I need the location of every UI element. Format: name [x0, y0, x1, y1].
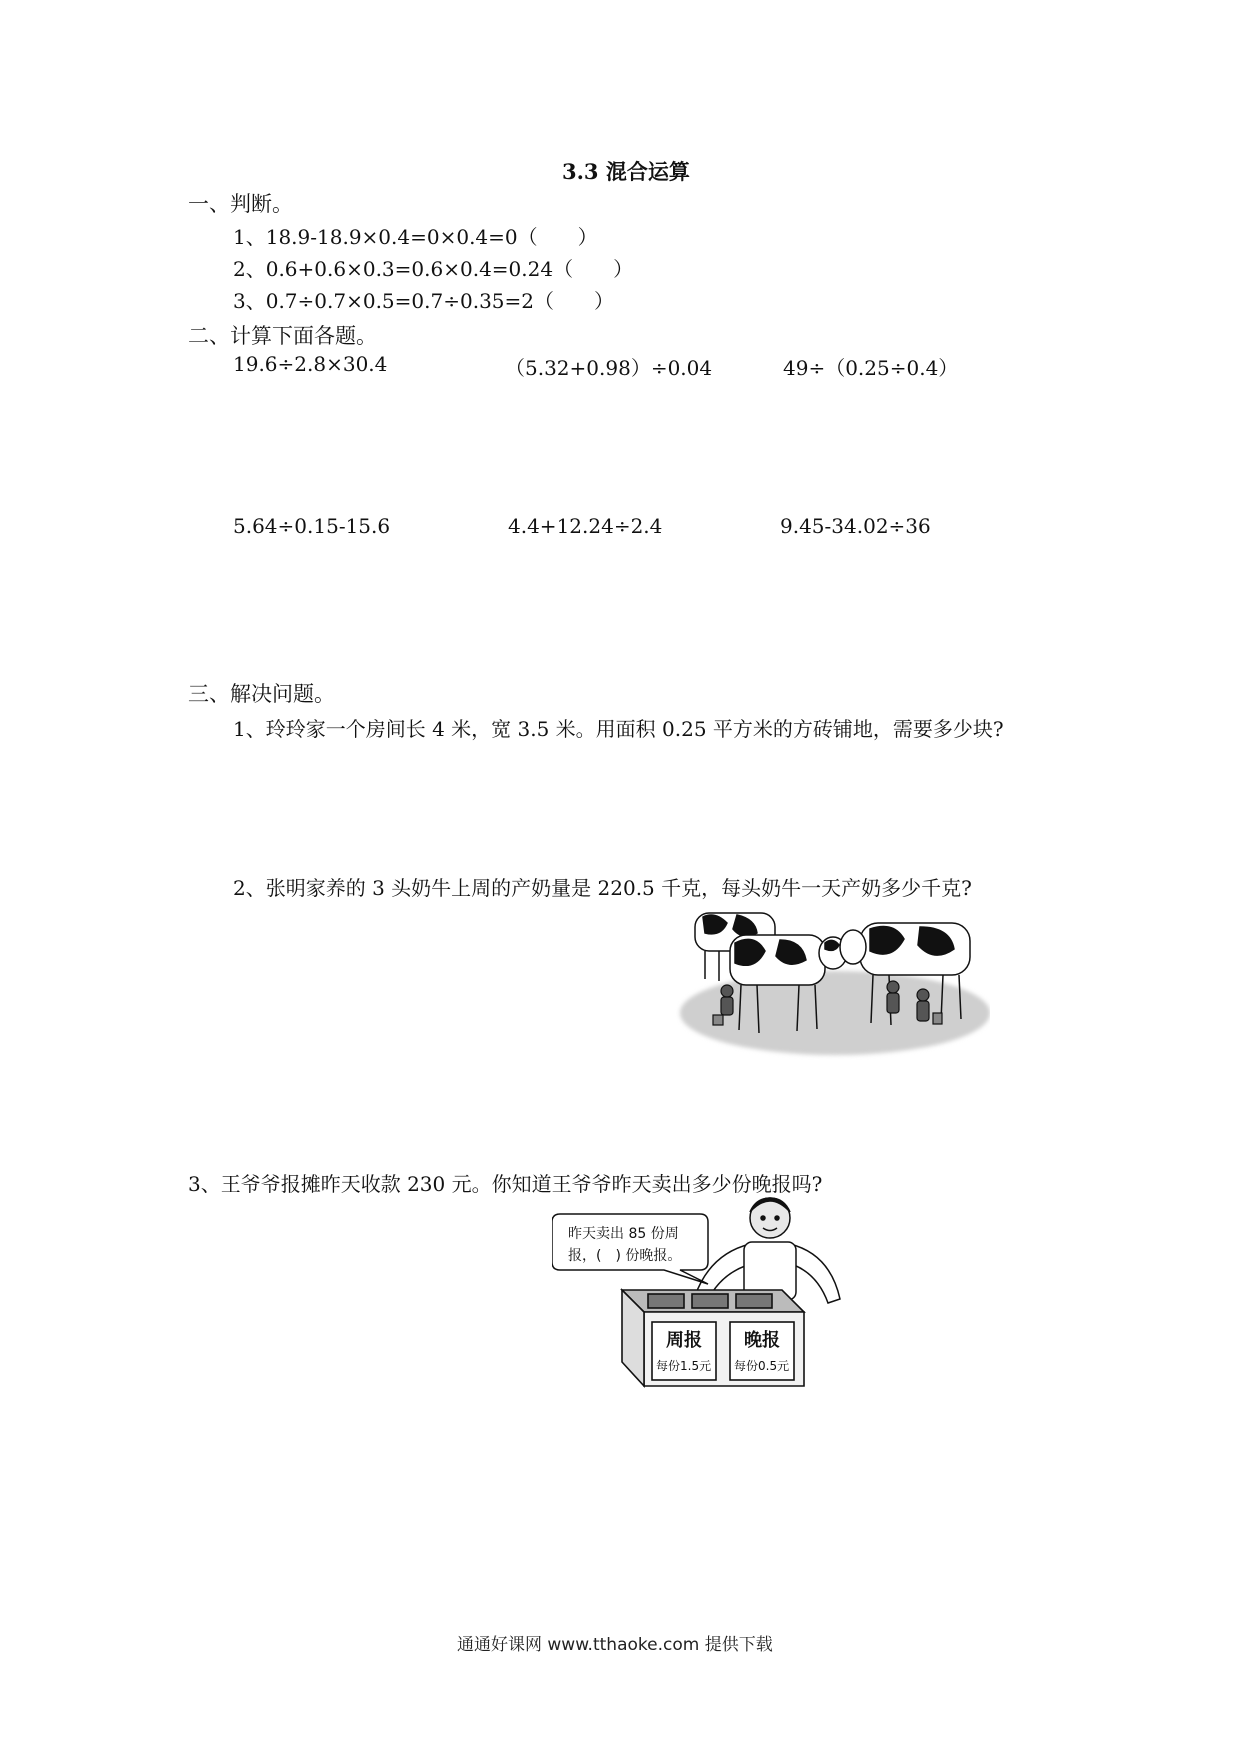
bubble-text-line1: 昨天卖出 85 份周 [568, 1226, 679, 1242]
calc-expr-1: 19.6÷2.8×30.4 [233, 352, 388, 376]
page-title: 3.3 混合运算 [562, 159, 690, 184]
sign-evening: 晚报 [744, 1330, 780, 1351]
section-problems-heading: 三、解决问题。 [188, 682, 335, 706]
price-weekly: 每份1.5元 [656, 1359, 712, 1373]
calc-expr-6: 9.45-34.02÷36 [780, 514, 931, 538]
calc-expr-3: 49÷（0.25÷0.4） [783, 356, 959, 380]
calc-expr-4: 5.64÷0.15-15.6 [233, 514, 391, 538]
judge-item-2: 2、0.6+0.6×0.3=0.6×0.4=0.24（ ） [233, 257, 634, 281]
calc-expr-2: （5.32+0.98）÷0.04 [505, 356, 713, 380]
bubble-text-line2: 报，( ) 份晚报。 [568, 1248, 682, 1264]
section-judge-heading: 一、判断。 [188, 192, 293, 216]
footer-source: 通通好课网 www.tthaoke.com 提供下载 [457, 1635, 773, 1655]
newsstand-illustration [552, 1194, 862, 1409]
judge-item-3: 3、0.7÷0.7×0.5=0.7÷0.35=2（ ） [233, 289, 614, 313]
sign-weekly: 周报 [666, 1330, 702, 1351]
problem-3: 3、王爷爷报摊昨天收款 230 元。你知道王爷爷昨天卖出多少份晚报吗? [188, 1172, 823, 1196]
judge-item-1: 1、18.9-18.9×0.4=0×0.4=0（ ） [233, 225, 598, 249]
problem-1: 1、玲玲家一个房间长 4 米，宽 3.5 米。用面积 0.25 平方米的方砖铺地，需要多少块? [233, 717, 1004, 741]
section-calc-heading: 二、计算下面各题。 [188, 324, 377, 348]
calc-expr-5: 4.4+12.24÷2.4 [508, 514, 663, 538]
problem-2: 2、张明家养的 3 头奶牛上周的产奶量是 220.5 千克，每头奶牛一天产奶多少千克? [233, 876, 972, 900]
cows-illustration [675, 895, 990, 1070]
price-evening: 每份0.5元 [734, 1359, 790, 1373]
